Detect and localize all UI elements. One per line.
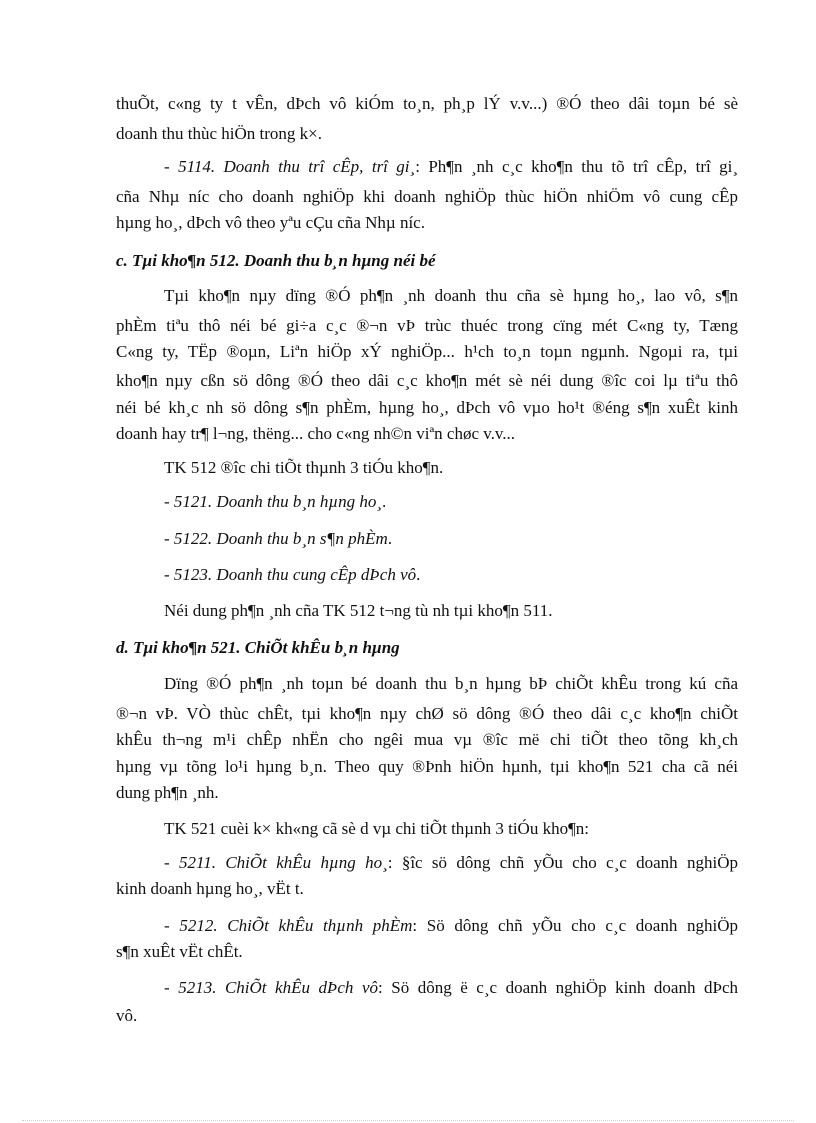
list-item-5122 xyxy=(164,528,738,550)
account-name: 5114. Doanh thu trî cÊp, trî gi¸ xyxy=(178,157,416,176)
list-item-5121 xyxy=(164,491,738,513)
text-line: s¶n xuÊt vËt chÊt. xyxy=(116,942,243,961)
text-line: dung ph¶n ¸nh. xyxy=(116,783,219,802)
text-line: vô. xyxy=(116,1006,138,1025)
text-line: khÊu th¬ng m¹i chÊp nhËn cho ngêi mua vµ ®îc më chi tiÕt theo tõng kh¸ch xyxy=(116,730,738,749)
text-line: Dïng ®Ó ph¶n ¸nh toµn bé doanh thu b¸n hµng bÞ chiÕt khÊu trong kú cña xyxy=(164,674,738,693)
account-name: 5211. ChiÕt khÊu hµng ho¸ xyxy=(179,853,388,872)
account-description: : Sö dông ë c¸c doanh nghiÖp kinh doanh dÞch xyxy=(378,978,738,997)
section-heading-512: c. Tµi kho¶n 512. Doanh thu b¸n hµng néi bé xyxy=(116,251,436,270)
text-line: doanh thu thùc hiÖn trong k×. xyxy=(116,124,323,143)
text-line: doanh hay tr¶ l¬ng, thëng... cho c«ng nh©n viªn chøc v.v... xyxy=(116,424,516,443)
list-dash: - xyxy=(164,916,180,935)
list-dash: - xyxy=(164,529,174,548)
account-name: 5213. ChiÕt khÊu dÞch vô xyxy=(178,978,378,997)
account-description: . xyxy=(416,565,421,584)
text-line: TK 512 ®îc chi tiÕt thµnh 3 tiÓu kho¶n. xyxy=(164,458,444,477)
account-description: . xyxy=(382,492,387,511)
account-name: 5123. Doanh thu cung cÊp dÞch vô xyxy=(173,565,417,584)
text-line: Néi dung ph¶n ¸nh cña TK 512 t¬ng tù nh tµi kho¶n 511. xyxy=(164,601,553,620)
list-dash: - xyxy=(164,853,179,872)
text-line: TK 521 cuèi k× kh«ng cã sè d vµ chi tiÕt thµnh 3 tiÓu kho¶n: xyxy=(164,819,589,838)
list-dash: - xyxy=(164,978,179,997)
text-line: hµng vµ tõng lo¹i hµng b¸n. Theo quy ®Þnh hiÖn hµnh, tµi kho¶n 521 cha cã néi xyxy=(116,757,738,776)
page-bottom-divider xyxy=(22,1120,794,1121)
account-name: 5122. Doanh thu b¸n s¶n phÈm xyxy=(173,529,388,548)
account-description: . xyxy=(387,529,392,548)
text-line: kho¶n nµy cßn sö dông ®Ó theo dâi c¸c kho¶n mét sè néi dung ®îc coi lµ tiªu thô xyxy=(116,371,738,390)
list-item-5123 xyxy=(164,564,738,586)
list-item-5114 xyxy=(164,156,738,178)
text-line: Tµi kho¶n nµy dïng ®Ó ph¶n ¸nh doanh thu cña sè hµng ho¸, lao vô, s¶n xyxy=(164,286,738,305)
text-line: cña Nhµ níc cho doanh nghiÖp khi doanh nghiÖp thùc hiÖn nhiÖm vô cung cÊp xyxy=(116,187,738,206)
text-line: hµng ho¸, dÞch vô theo yªu cÇu cña Nhµ níc. xyxy=(116,213,425,232)
account-name: 5121. Doanh thu b¸n hµng ho¸ xyxy=(173,492,383,511)
text-line: C«ng ty, TËp ®oµn, Liªn hiÖp xÝ nghiÖp... h¹ch to¸n toµn ngµnh. Ngoµi ra, tµi xyxy=(116,342,738,361)
text-line: ®¬n vÞ. VÒ thùc chÊt, tµi kho¶n nµy chØ sö dông ®Ó theo dâi c¸c kho¶n chiÕt xyxy=(116,704,738,723)
text-line: néi bé kh¸c nh sö dông s¶n phÈm, hµng ho¸, dÞch vô vµo ho¹t ®éng s¶n xuÊt kinh xyxy=(116,398,738,417)
section-heading-521: d. Tµi kho¶n 521. ChiÕt khÊu b¸n hµng xyxy=(116,638,400,657)
text-line: kinh doanh hµng ho¸, vËt t. xyxy=(116,879,304,898)
list-dash: - xyxy=(164,157,179,176)
text-line: thuÕt, c«ng ty t vÊn, dÞch vô kiÓm to¸n, ph¸p lÝ v.v...) ®Ó theo dâi toµn bé sè xyxy=(116,94,738,113)
list-item-5212 xyxy=(164,915,738,937)
account-description: : §îc sö dông chñ yÕu cho c¸c doanh nghiÖp xyxy=(387,853,739,872)
list-item-5211 xyxy=(164,852,738,874)
list-dash: - xyxy=(164,492,174,511)
account-name: 5212. ChiÕt khÊu thµnh phÈm xyxy=(179,916,413,935)
account-description: : Ph¶n ¸nh c¸c kho¶n thu tõ trî cÊp, trî gi¸ xyxy=(415,157,738,176)
list-dash: - xyxy=(164,565,174,584)
list-item-5213 xyxy=(164,977,738,999)
account-description: : Sö dông chñ yÕu cho c¸c doanh nghiÖp xyxy=(412,916,739,935)
text-line: phÈm tiªu thô néi bé gi÷a c¸c ®¬n vÞ trùc thuéc trong cïng mét C«ng ty, Tæng xyxy=(116,316,738,335)
